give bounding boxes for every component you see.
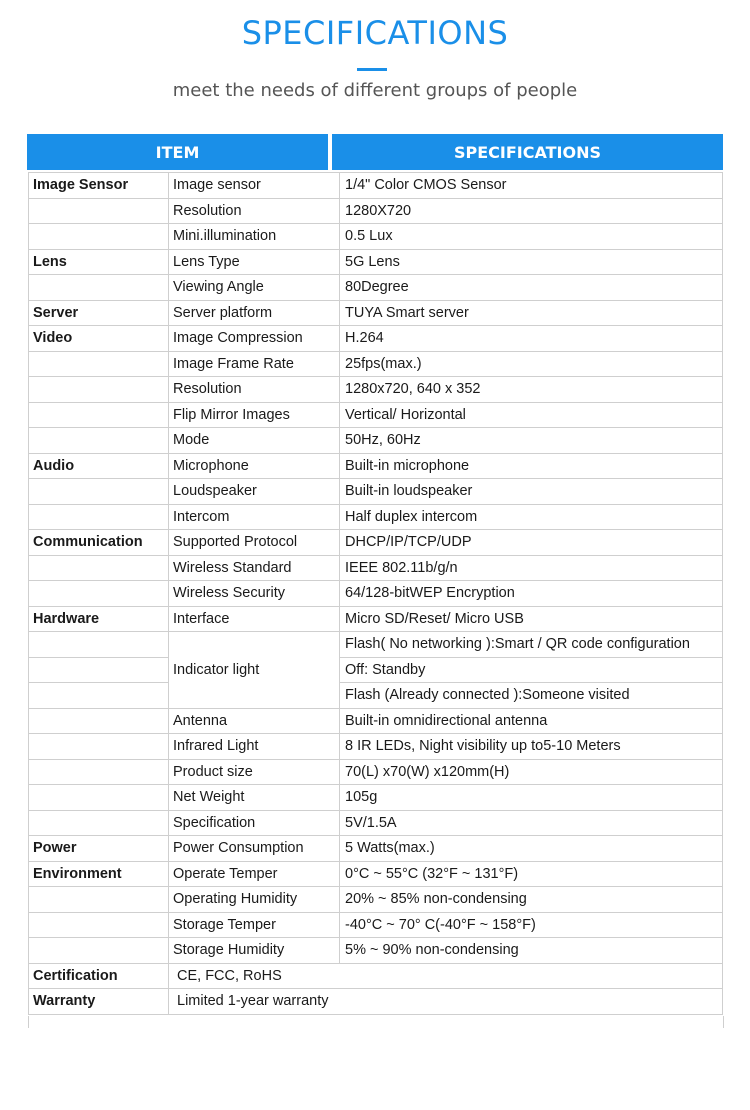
row-spec: 1/4" Color CMOS Sensor	[340, 173, 723, 199]
table-row	[29, 377, 723, 403]
table-row	[29, 479, 723, 505]
row-spec: 70(L) x70(W) x120mm(H)	[340, 759, 723, 785]
row-item: Infrared Light	[169, 734, 340, 760]
table-row	[29, 224, 723, 250]
table-row	[29, 887, 723, 913]
row-spec: 0°C ~ 55°C (32°F ~ 131°F)	[340, 861, 723, 887]
table-row	[29, 428, 723, 454]
table-header	[27, 134, 723, 170]
table-row	[29, 963, 723, 989]
row-category	[29, 581, 169, 607]
row-item: Image Frame Rate	[169, 351, 340, 377]
row-item: Interface	[169, 606, 340, 632]
row-value: CE, FCC, RoHS	[169, 963, 723, 989]
row-item: Wireless Security	[169, 581, 340, 607]
row-item: Resolution	[169, 198, 340, 224]
row-category	[29, 683, 169, 709]
row-spec: H.264	[340, 326, 723, 352]
row-item: Wireless Standard	[169, 555, 340, 581]
spec-table	[28, 172, 723, 1015]
table-row	[29, 759, 723, 785]
table-row	[29, 785, 723, 811]
row-spec: DHCP/IP/TCP/UDP	[340, 530, 723, 556]
row-category	[29, 275, 169, 301]
row-item: Flip Mirror Images	[169, 402, 340, 428]
page-subtitle: meet the needs of different groups of people	[172, 80, 578, 101]
page-title: SPECIFICATIONS	[241, 14, 509, 52]
row-category: Hardware	[29, 606, 169, 632]
row-category	[29, 428, 169, 454]
row-item: Lens Type	[169, 249, 340, 275]
row-spec: 25fps(max.)	[340, 351, 723, 377]
table-row	[29, 402, 723, 428]
row-category: Power	[29, 836, 169, 862]
table-row	[29, 351, 723, 377]
row-item: Image sensor	[169, 173, 340, 199]
row-item: Resolution	[169, 377, 340, 403]
table-row	[29, 683, 723, 709]
table-row	[29, 657, 723, 683]
table-row	[29, 198, 723, 224]
row-spec: 5V/1.5A	[340, 810, 723, 836]
table-row	[29, 173, 723, 199]
row-item: Product size	[169, 759, 340, 785]
table-row	[29, 300, 723, 326]
row-item: Indicator light	[169, 632, 340, 709]
row-category	[29, 657, 169, 683]
row-spec: TUYA Smart server	[340, 300, 723, 326]
row-category	[29, 402, 169, 428]
row-spec: 0.5 Lux	[340, 224, 723, 250]
row-spec: Micro SD/Reset/ Micro USB	[340, 606, 723, 632]
row-spec: Vertical/ Horizontal	[340, 402, 723, 428]
table-row	[29, 530, 723, 556]
table-row	[29, 632, 723, 658]
row-item: Storage Humidity	[169, 938, 340, 964]
row-item: Operate Temper	[169, 861, 340, 887]
row-item: Specification	[169, 810, 340, 836]
row-category	[29, 632, 169, 658]
row-spec: 5% ~ 90% non-condensing	[340, 938, 723, 964]
row-category: Video	[29, 326, 169, 352]
row-spec: 80Degree	[340, 275, 723, 301]
row-category: Warranty	[29, 989, 169, 1015]
row-category: Image Sensor	[29, 173, 169, 199]
row-category: Certification	[29, 963, 169, 989]
row-spec: 8 IR LEDs, Night visibility up to5-10 Meters	[340, 734, 723, 760]
table-row	[29, 555, 723, 581]
row-category	[29, 351, 169, 377]
row-category: Audio	[29, 453, 169, 479]
row-item: Operating Humidity	[169, 887, 340, 913]
row-category	[29, 555, 169, 581]
row-category: Lens	[29, 249, 169, 275]
table-row	[29, 453, 723, 479]
row-spec: Built-in omnidirectional antenna	[340, 708, 723, 734]
row-category	[29, 887, 169, 913]
row-item: Server platform	[169, 300, 340, 326]
row-spec: IEEE 802.11b/g/n	[340, 555, 723, 581]
row-category	[29, 708, 169, 734]
table-row	[29, 326, 723, 352]
row-item: Microphone	[169, 453, 340, 479]
table-row	[29, 249, 723, 275]
row-spec: 50Hz, 60Hz	[340, 428, 723, 454]
table-row	[29, 734, 723, 760]
header-specifications: SPECIFICATIONS	[332, 134, 723, 170]
table-row	[29, 989, 723, 1015]
table-row	[29, 938, 723, 964]
table-row	[29, 708, 723, 734]
row-spec: 5G Lens	[340, 249, 723, 275]
table-row	[29, 504, 723, 530]
row-category: Server	[29, 300, 169, 326]
row-item: Supported Protocol	[169, 530, 340, 556]
row-category	[29, 479, 169, 505]
row-spec: Flash( No networking ):Smart / QR code configuration	[340, 632, 723, 658]
row-spec: Built-in microphone	[340, 453, 723, 479]
row-item: Power Consumption	[169, 836, 340, 862]
row-category	[29, 224, 169, 250]
row-spec: 5 Watts(max.)	[340, 836, 723, 862]
row-spec: Off: Standby	[340, 657, 723, 683]
row-spec: Built-in loudspeaker	[340, 479, 723, 505]
table-trail	[28, 1016, 724, 1028]
table-row	[29, 836, 723, 862]
row-item: Intercom	[169, 504, 340, 530]
table-row	[29, 912, 723, 938]
table-row	[29, 810, 723, 836]
row-item: Loudspeaker	[169, 479, 340, 505]
title-underline	[357, 68, 387, 71]
row-item: Viewing Angle	[169, 275, 340, 301]
row-category	[29, 938, 169, 964]
row-value: Limited 1-year warranty	[169, 989, 723, 1015]
spec-table-body	[29, 173, 723, 1015]
row-category	[29, 504, 169, 530]
table-row	[29, 606, 723, 632]
row-category	[29, 759, 169, 785]
row-category	[29, 912, 169, 938]
row-spec: 1280x720, 640 x 352	[340, 377, 723, 403]
row-category	[29, 377, 169, 403]
row-spec: 105g	[340, 785, 723, 811]
row-spec: 64/128-bitWEP Encryption	[340, 581, 723, 607]
row-item: Antenna	[169, 708, 340, 734]
row-category	[29, 810, 169, 836]
row-spec: Flash (Already connected ):Someone visited	[340, 683, 723, 709]
row-spec: 20% ~ 85% non-condensing	[340, 887, 723, 913]
row-category	[29, 785, 169, 811]
row-category	[29, 198, 169, 224]
row-item: Mode	[169, 428, 340, 454]
row-spec: Half duplex intercom	[340, 504, 723, 530]
row-category: Environment	[29, 861, 169, 887]
row-item: Mini.illumination	[169, 224, 340, 250]
header-item: ITEM	[27, 134, 328, 170]
row-category	[29, 734, 169, 760]
row-item: Net Weight	[169, 785, 340, 811]
row-category: Communication	[29, 530, 169, 556]
row-spec: -40°C ~ 70° C(-40°F ~ 158°F)	[340, 912, 723, 938]
table-row	[29, 275, 723, 301]
table-row	[29, 581, 723, 607]
row-spec: 1280X720	[340, 198, 723, 224]
row-item: Image Compression	[169, 326, 340, 352]
row-item: Storage Temper	[169, 912, 340, 938]
table-row	[29, 861, 723, 887]
